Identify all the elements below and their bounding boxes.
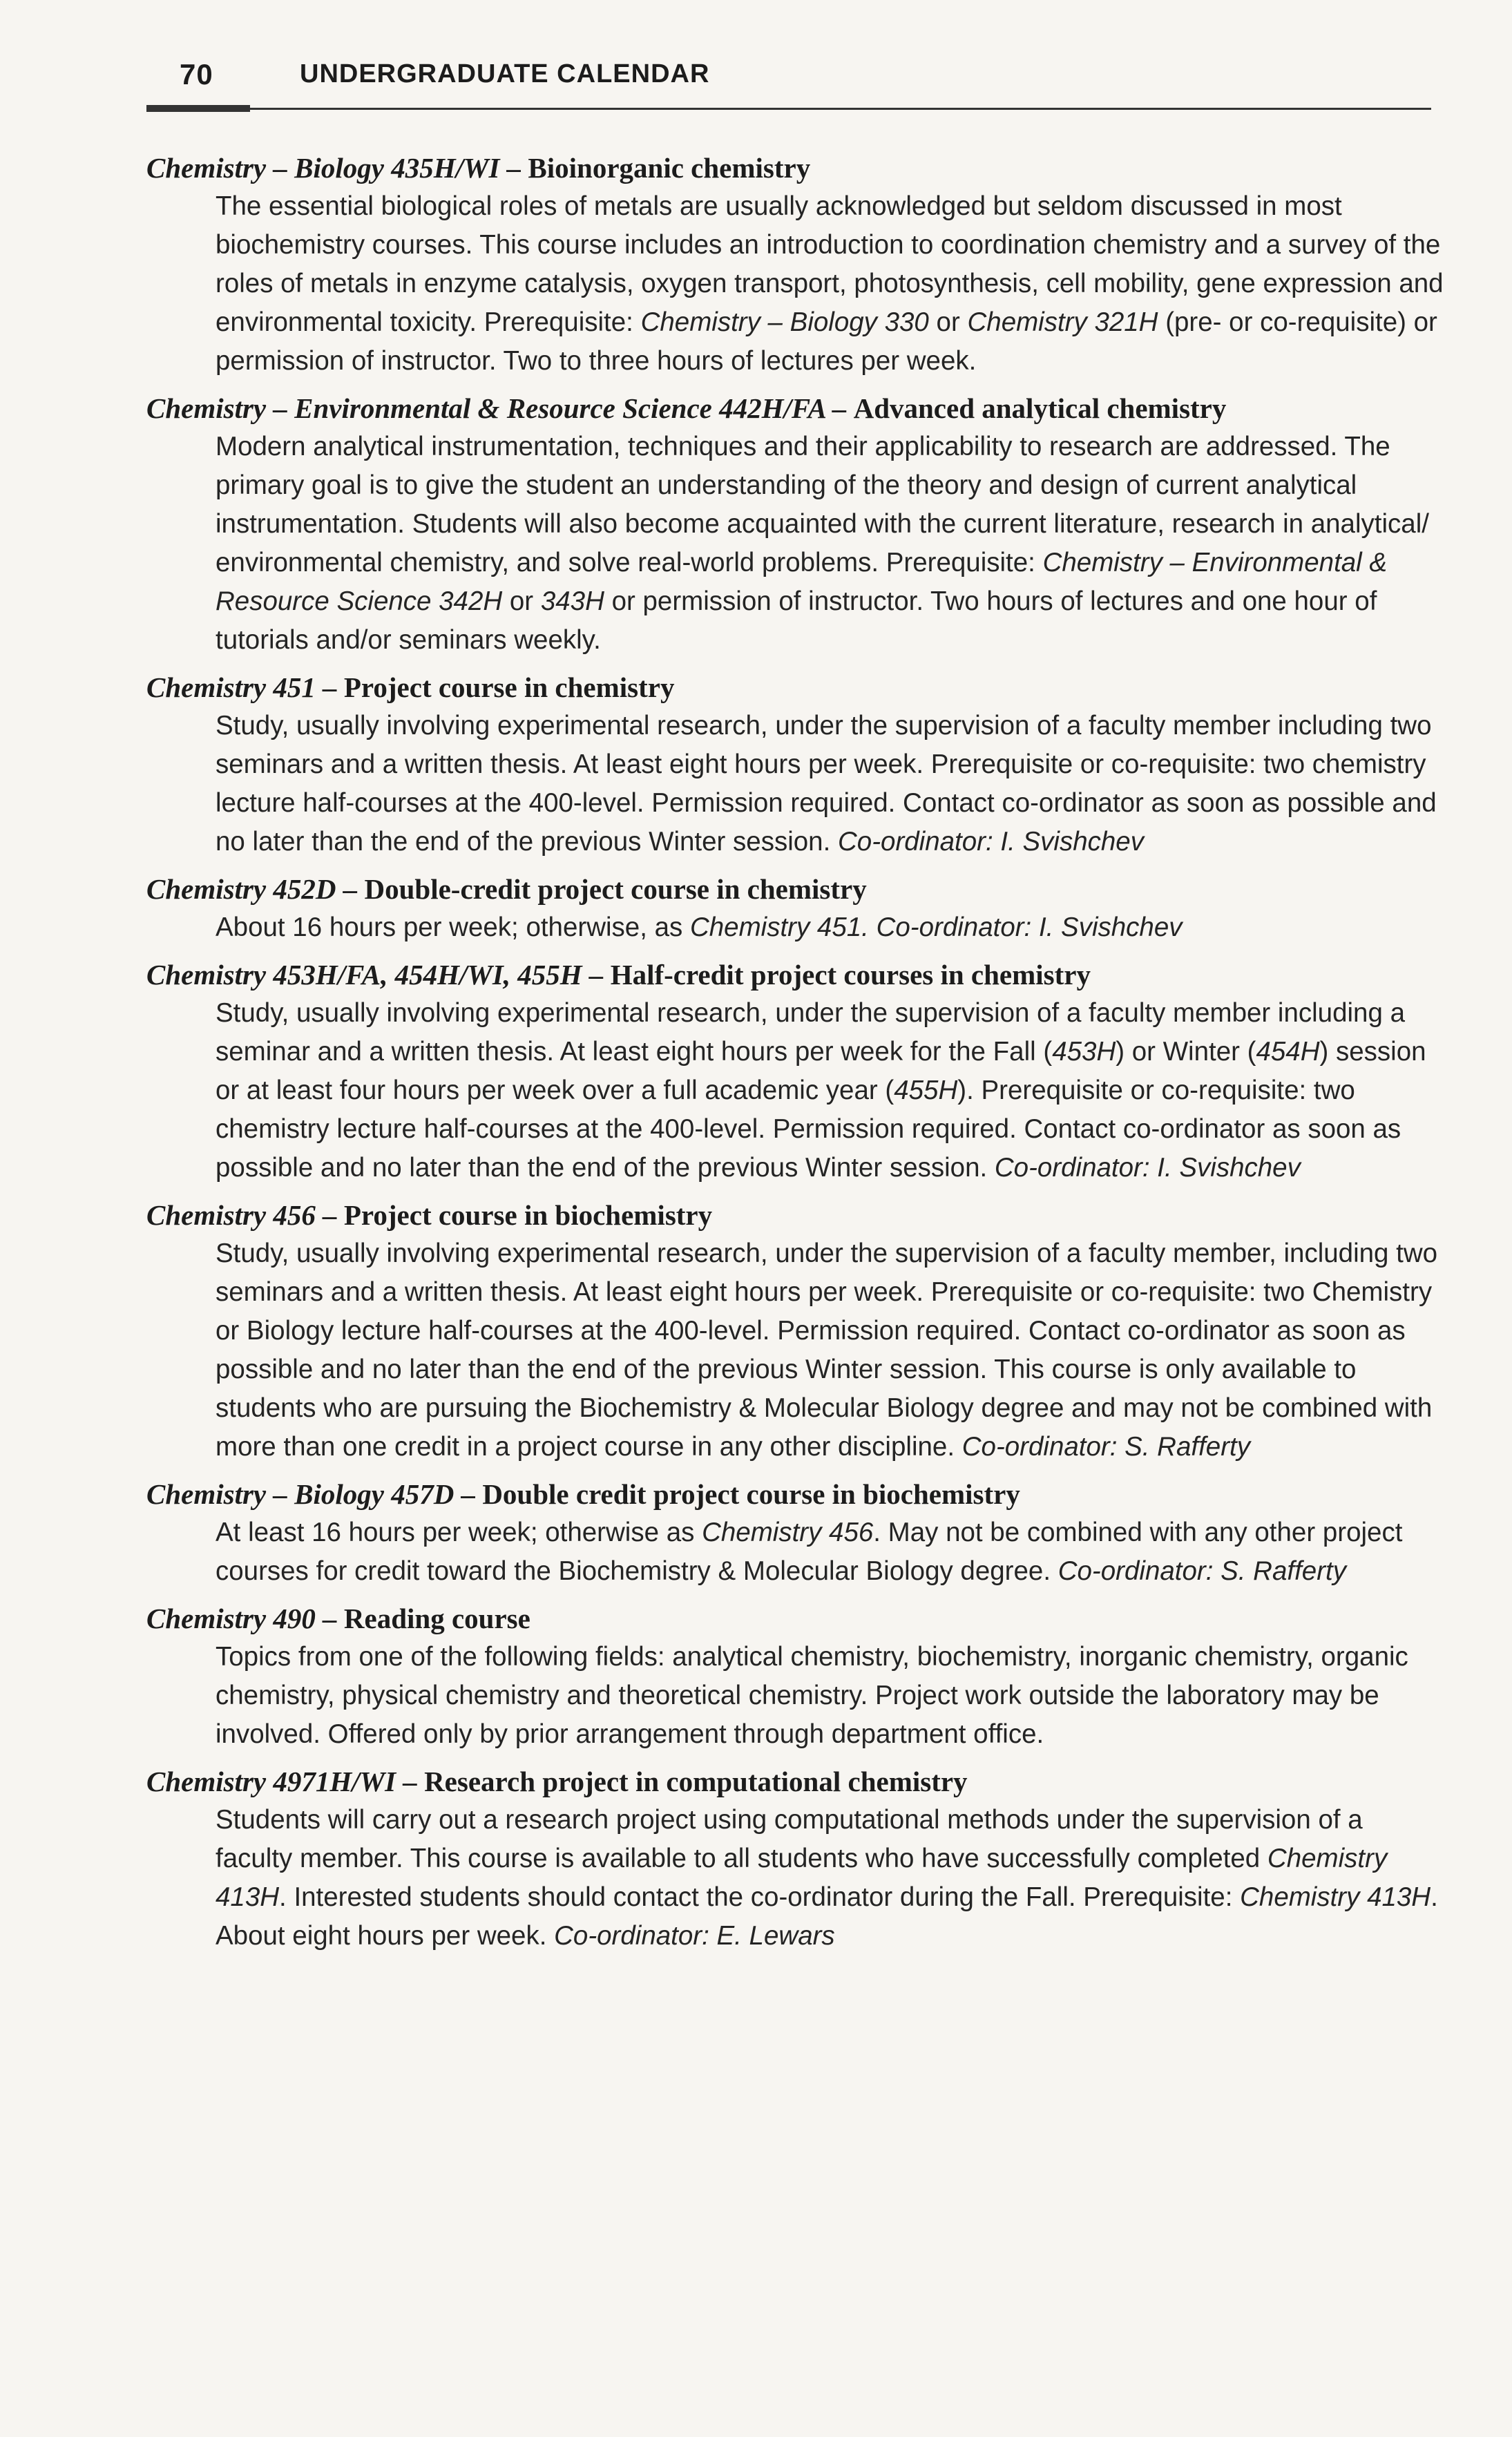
course-heading xyxy=(146,389,1445,428)
course-title: Research project in computational chemistry xyxy=(424,1766,968,1797)
description-text: Study, usually involving experimental research, under the supervision of a faculty member including a seminar and a written thesis. At least eight hours per week for the Fall ( xyxy=(216,998,1405,1067)
course-list xyxy=(146,149,1445,1964)
description-text: Modern analytical instrumentation, techniques and their applicability to research are addressed. The primary goal is to give the student an understanding of the theory and design of current analytical instrumentation. Students will also become acquainted with the current literature, research in analytical/ environmental chemistry, and solve real-world problems. Prerequisite: xyxy=(216,432,1429,577)
course-heading xyxy=(146,1196,1445,1234)
course-reference: Chemistry – Environmental & Resource Science 342H xyxy=(216,548,1388,616)
course-description xyxy=(216,994,1445,1187)
course-heading xyxy=(146,1475,1445,1513)
course-code: Chemistry 451 – xyxy=(146,671,337,703)
description-text: Study, usually involving experimental research, under the supervision of a faculty member including two seminars and a written thesis. At least eight hours per week. Prerequisite or co-requisite: two chemistry lecture half-courses at the 400-level. Permission required. Contact co-ordinator as soon as possible and no later than the end of the previous Winter session. xyxy=(216,711,1437,857)
course-entry xyxy=(146,1196,1445,1466)
course-reference: Chemistry 456 xyxy=(702,1518,874,1547)
description-text: (pre- or co-requisite) or permission of instructor. Two to three hours of lectures per week. xyxy=(216,307,1437,376)
header-rule xyxy=(146,108,1431,110)
description-text: Students will carry out a research project using computational methods under the supervision of a faculty member. This course is available to all students who have successfully completed xyxy=(216,1805,1363,1873)
course-description xyxy=(216,1801,1445,1956)
description-text: Topics from one of the following fields: analytical chemistry, biochemistry, inorganic chemistry, organic chemistry, physical chemistry and theoretical chemistry. Project work outside the laboratory may be involved. Offered only by prior arrangement through department office. xyxy=(216,1642,1408,1749)
course-reference: 455H xyxy=(894,1076,958,1105)
course-code: Chemistry 4971H/WI – xyxy=(146,1766,417,1797)
course-title: Reading course xyxy=(343,1603,530,1634)
course-description xyxy=(216,908,1445,947)
course-description xyxy=(216,1513,1445,1591)
description-text: At least 16 hours per week; otherwise as xyxy=(216,1518,702,1547)
description-text: . May not be combined with any other project courses for credit toward the Biochemistry & Molecular Biology degree. xyxy=(216,1518,1403,1586)
course-title: Double credit project course in biochemistry xyxy=(482,1478,1020,1510)
description-text: or xyxy=(928,307,968,337)
course-description xyxy=(216,428,1445,660)
course-heading xyxy=(146,1762,1445,1801)
course-title: Advanced analytical chemistry xyxy=(853,392,1227,424)
description-text: ). Prerequisite or co-requisite: two chemistry lecture half-courses at the 400-level. Permission required. Contact co-ordinator as soon as possible and no later than the end of the previous Winter session. xyxy=(216,1076,1401,1183)
course-heading xyxy=(146,668,1445,707)
course-entry xyxy=(146,1475,1445,1591)
course-reference: Co-ordinator: S. Rafferty xyxy=(961,1432,1250,1462)
course-code: Chemistry 490 – xyxy=(146,1603,337,1634)
description-text: ) or Winter ( xyxy=(1116,1037,1256,1067)
course-description xyxy=(216,187,1445,381)
description-text: Study, usually involving experimental research, under the supervision of a faculty member, including two seminars and a written thesis. At least eight hours per week. Prerequisite or co-requisite: two Chemistry or Biology lecture half-courses at the 400-level. Permission required. Contact co-ordinator as soon as possible and no later than the end of the previous Winter session. This course is only available to students who are pursuing the Biochemistry & Molecular Biology degree and may not be combined with more than one credit in a project course in any other discipline. xyxy=(216,1239,1438,1462)
course-code: Chemistry 456 – xyxy=(146,1199,337,1231)
course-code: Chemistry – Biology 435H/WI – xyxy=(146,152,521,184)
course-code: Chemistry – Biology 457D – xyxy=(146,1478,476,1510)
course-title: Half-credit project courses in chemistry xyxy=(610,959,1091,991)
course-title: Project course in chemistry xyxy=(343,671,675,703)
course-entry xyxy=(146,149,1445,381)
course-reference: Chemistry 451. Co-ordinator: I. Svishchev xyxy=(689,912,1183,942)
description-text: The essential biological roles of metals are usually acknowledged but seldom discussed in most biochemistry courses. This course includes an introduction to coordination chemistry and a survey of the roles of metals in enzyme catalysis, oxygen transport, photosynthesis, cell mobility, gene expression and environmental toxicity. Prerequisite: xyxy=(216,191,1444,337)
course-description xyxy=(216,707,1445,861)
course-entry xyxy=(146,668,1445,861)
course-reference: 343H xyxy=(540,586,604,616)
page-number: 70 xyxy=(180,58,213,90)
course-reference: 453H xyxy=(1052,1037,1116,1067)
course-description xyxy=(216,1638,1445,1754)
course-code: Chemistry 452D – xyxy=(146,873,358,905)
description-text: ) session or at least four hours per week over a full academic year ( xyxy=(216,1037,1426,1105)
course-reference: Chemistry 413H xyxy=(1240,1882,1431,1912)
course-heading xyxy=(146,149,1445,187)
course-reference: Co-ordinator: S. Rafferty xyxy=(1058,1556,1346,1586)
course-code: Chemistry 453H/FA, 454H/WI, 455H – xyxy=(146,959,604,991)
course-title: Double-credit project course in chemistry xyxy=(364,873,867,905)
description-text: or permission of instructor. Two hours of lectures and one hour of tutorials and/or seminars weekly. xyxy=(216,586,1377,655)
course-reference: 454H xyxy=(1256,1037,1320,1067)
description-text: About 16 hours per week; otherwise, as xyxy=(216,912,690,942)
course-reference: Co-ordinator: I. Svishchev xyxy=(838,827,1144,857)
course-reference: Co-ordinator: I. Svishchev xyxy=(994,1153,1301,1183)
page-header xyxy=(146,54,1431,116)
description-text: . Interested students should contact the co-ordinator during the Fall. Prerequisite: xyxy=(279,1882,1241,1912)
course-heading xyxy=(146,1599,1445,1638)
course-reference: Chemistry – Biology 330 xyxy=(640,307,929,337)
course-reference: Co-ordinator: E. Lewars xyxy=(554,1921,835,1951)
course-title: Project course in biochemistry xyxy=(343,1199,713,1231)
course-reference: Chemistry 413H xyxy=(216,1844,1388,1912)
course-description xyxy=(216,1234,1445,1466)
course-heading xyxy=(146,870,1445,908)
description-text: . About eight hours per week. xyxy=(216,1882,1438,1951)
description-text: or xyxy=(502,586,541,616)
course-entry xyxy=(146,870,1445,947)
course-title: Bioinorganic chemistry xyxy=(528,152,811,184)
course-entry xyxy=(146,389,1445,660)
course-entry xyxy=(146,1762,1445,1956)
course-reference: Chemistry 321H xyxy=(967,307,1158,337)
course-entry xyxy=(146,1599,1445,1754)
course-code: Chemistry – Environmental & Resource Science 442H/FA – xyxy=(146,392,847,424)
running-head: UNDERGRADUATE CALENDAR xyxy=(300,59,710,88)
course-entry xyxy=(146,955,1445,1187)
course-heading xyxy=(146,955,1445,994)
